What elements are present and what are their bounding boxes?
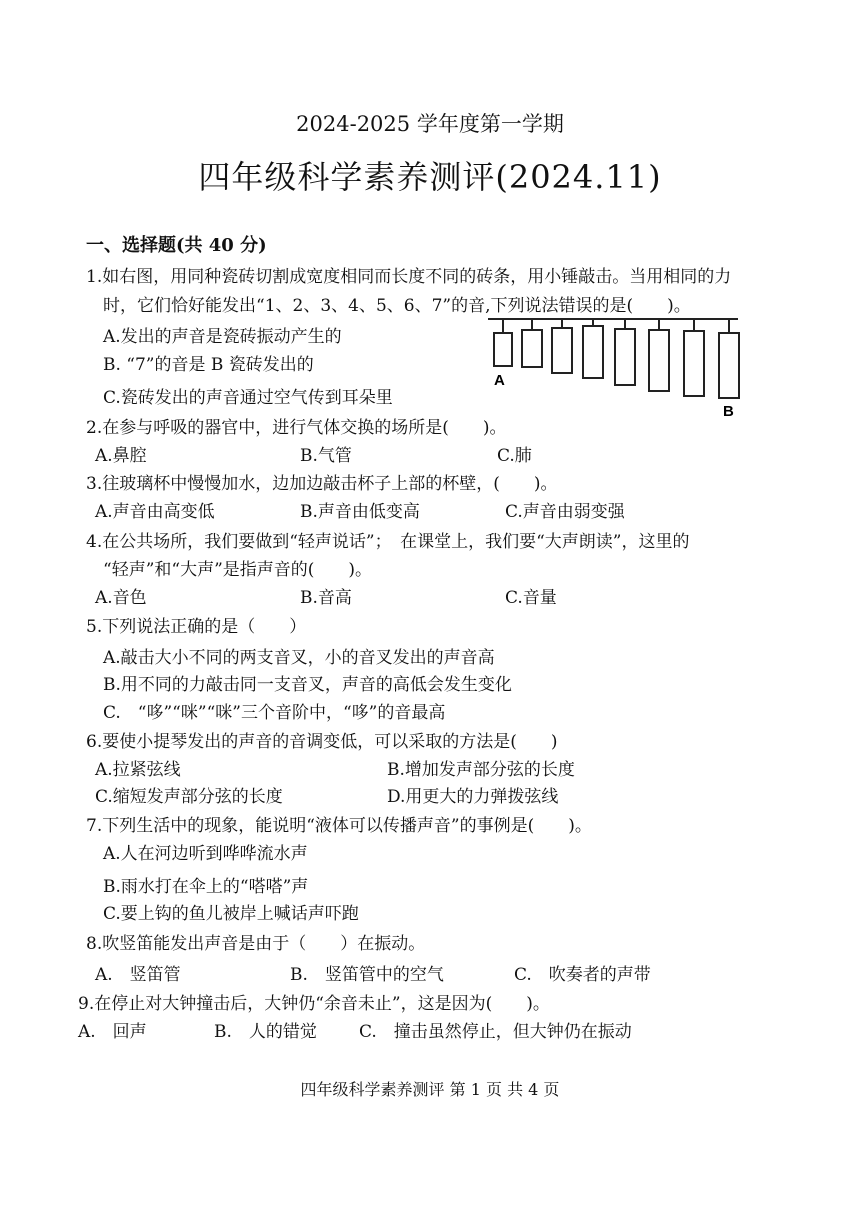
q1-option-a: A.发出的声音是瓷砖振动产生的 [103,327,342,347]
q3-option-c: C.声音由弱变强 [505,502,625,522]
q8-option-c: C. 吹奏者的声带 [514,965,651,985]
q1-stem-line2: 时，它们恰好能发出“1、2、3、4、5、6、7”的音,下列说法错误的是( )。 [103,296,691,316]
exam-title: 四年级科学素养测评(2024.11) [198,158,662,196]
q1-option-b: B. “7”的音是 B 瓷砖发出的 [103,355,314,375]
q9-stem: 9.在停止对大钟撞击后，大钟仍“余音未止”，这是因为( )。 [78,994,550,1014]
q8-option-a: A. 竖笛管 [95,965,181,985]
tile-strips-figure [484,313,744,421]
q7-stem: 7.下列生活中的现象，能说明“液体可以传播声音”的事例是( )。 [86,816,592,836]
q6-stem: 6.要使小提琴发出的声音的音调变低，可以采取的方法是( ) [86,732,558,752]
q6-option-c: C.缩短发声部分弦的长度 [95,787,283,807]
q5-option-b: B.用不同的力敲击同一支音叉，声音的高低会发生变化 [103,675,512,695]
q3-stem: 3.往玻璃杯中慢慢加水，边加边敲击杯子上部的杯壁，( )。 [86,474,558,494]
q5-stem: 5.下列说法正确的是（ ） [86,617,307,637]
q5-option-c: C. “哆”“咪”“咪”三个音阶中，“哆”的音最高 [103,703,446,723]
q8-option-b: B. 竖笛管中的空气 [290,965,444,985]
figure-label-b: B [723,403,734,420]
q5-option-a: A.敲击大小不同的两支音叉，小的音叉发出的声音高 [103,648,495,668]
q4-option-b: B.音高 [300,588,352,608]
q2-option-b: B.气管 [300,446,352,466]
q8-stem: 8.吹竖笛能发出声音是由于（ ）在振动。 [86,934,426,954]
q1-stem-line1: 1.如右图，用同种瓷砖切割成宽度相同而长度不同的砖条，用小锤敲击。当用相同的力 [86,267,732,287]
q2-option-a: A.鼻腔 [95,446,147,466]
q9-option-a: A. 回声 [78,1022,147,1042]
q9-option-b: B. 人的错觉 [214,1022,317,1042]
q7-option-c: C.要上钩的鱼儿被岸上喊话声吓跑 [103,904,359,924]
q4-stem-line1: 4.在公共场所，我们要做到“轻声说话”； 在课堂上，我们要“大声朗读”，这里的 [86,532,690,552]
q9-option-c: C. 撞击虽然停止，但大钟仍在振动 [359,1022,632,1042]
q6-option-d: D.用更大的力弹拨弦线 [387,787,559,807]
q2-stem: 2.在参与呼吸的器官中，进行气体交换的场所是( )。 [86,418,507,438]
q2-option-c: C.肺 [497,446,532,466]
section-title: 一、选择题(共 40 分) [86,235,267,256]
q3-option-a: A.声音由高变低 [95,502,215,522]
q6-option-a: A.拉紧弦线 [95,760,181,780]
q6-option-b: B.增加发声部分弦的长度 [387,760,575,780]
exam-subtitle: 2024-2025 学年度第一学期 [296,112,564,136]
q4-stem-line2: “轻声”和“大声”是指声音的( )。 [103,560,373,580]
q7-option-a: A.人在河边听到哗哗流水声 [103,844,308,864]
q4-option-a: A.音色 [95,588,147,608]
q1-option-c: C.瓷砖发出的声音通过空气传到耳朵里 [103,388,393,408]
q7-option-b: B.雨水打在伞上的“嗒嗒”声 [103,877,309,897]
figure-label-a: A [494,372,505,389]
page-footer: 四年级科学素养测评 第 1 页 共 4 页 [300,1080,560,1099]
q3-option-b: B.声音由低变高 [300,502,420,522]
q4-option-c: C.音量 [505,588,557,608]
